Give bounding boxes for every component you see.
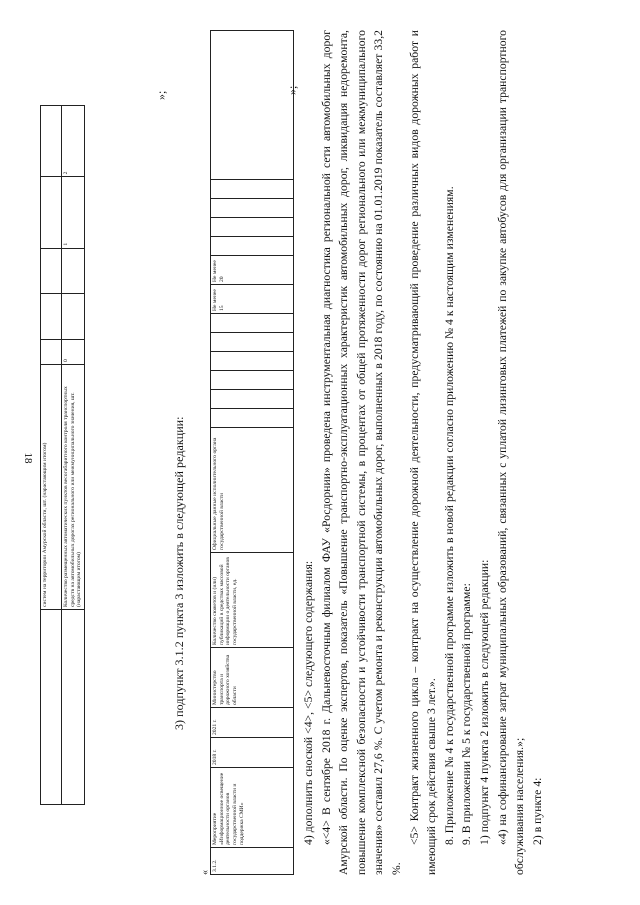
executor-cell: Министерство транспорта и дорожного хозяйства области [211,648,294,708]
paragraph: 1) подпункт 4 пункта 2 изложить в следующей редакции: [478,559,492,845]
table-cell: систем на территории Амурской области, шт. (нарастающим итогом) [41,365,62,610]
table-cell [211,31,294,180]
paragraph: <5> Контракт жизненного цикла – контракт на осуществление дорожной деятельности, предусматривающий проведение различных видов дорожных работ и имеющий срок действия свыше 3 лет.». [407,30,439,875]
paragraph: 4) дополнить сноской <4>, <5> следующего содержания: [302,560,315,845]
value-2021: Не менее 20 [211,256,294,285]
row-number: 3.1.2. [211,848,294,875]
closing-quote: »; [154,90,168,100]
paragraph: 8. Приложение № 4 к государственной программе изложить в новой редакции согласно приложению № 4 к настоящим изменениям. [442,186,456,845]
start-year: 2018 г. [211,738,294,768]
end-year: 2021 г. [211,708,294,738]
top-table-fragment [40,105,85,805]
value-2020: Не менее 15 [211,285,294,314]
table-cell [211,199,294,218]
paragraph: 9. В приложении № 5 к государственной программе: [460,583,474,845]
body-text [300,30,547,875]
opening-quote: « [200,869,211,875]
paragraph: «<4> В сентябре 2018 г. Дальневосточным филиалом ФАУ «Росдорнии» проведена инструментальная диагностика региональной сети автомобильных дорог Амурской области. По оценке экспертов, показатель «Повышение транспортно-эксплуатационных характеристик автомобильных дорог, ликвидация недоремонта, повышение комплексной безопасности и устойчивости транспортной системы, в процентах от общей протяженности дорог регионального или межмуниципального значения» составил 27,6 %. С учетом ремонта и реконструкции автомобильных дорог, выполненных в 2018 году, по состоянию на 01.01.2019 показатель составляет 33,2 %. [319,30,404,875]
paragraph: «4) на софинансирование затрат муниципальных образований, связанных с уплатой лизинговых платежей по закупке автобусов для организации транспортного обслуживания населения.»; [495,30,527,875]
table-cell [211,371,294,390]
activity-cell: Мероприятие «Информационное освещение деятельности органов государственной власти и поддержка СМИ» [211,768,294,848]
table-cell [211,409,294,428]
table-cell [41,177,62,248]
table-cell [211,352,294,371]
table-cell [211,333,294,352]
table-cell [211,237,294,256]
table-cell [62,248,85,294]
table-cell: 1 [62,177,85,248]
table-cell: 0 [62,340,85,365]
paragraph: 2) в пункте 4: [530,777,544,845]
table-cell: Количество размещенных автоматических пунктов весогабаритного контроля транспортных средств на автомобильных дорогах регионального или межмуниципального значения, шт. (нарастающим итогом) [62,365,85,610]
table-cell: 2 [62,106,85,177]
table-cell [211,180,294,199]
table-cell [211,314,294,333]
table-cell [62,610,85,805]
subpoint-heading: 3) подпункт 3.1.2 пункта 3 изложить в следующей редакции: [172,416,186,730]
closing-quote: »; [285,85,299,95]
table-cell [41,294,62,340]
page-number: 18 [22,452,34,464]
table-cell [41,106,62,177]
subpoint-3-1-2-table [210,30,294,875]
table-row [211,31,294,875]
table-cell [41,248,62,294]
source-cell: Официальные данные исполнительного органа государственной власти [211,428,294,553]
table-cell [41,340,62,365]
table-row [41,106,62,805]
table-cell [62,294,85,340]
table-cell [211,390,294,409]
table-row [62,106,85,805]
table-cell [41,610,62,805]
indicator-cell: Количество сюжетов и (или) публикаций в средствах массовой информации о деятельности органов государственной власти, ед. [211,553,294,648]
table-cell [211,218,294,237]
